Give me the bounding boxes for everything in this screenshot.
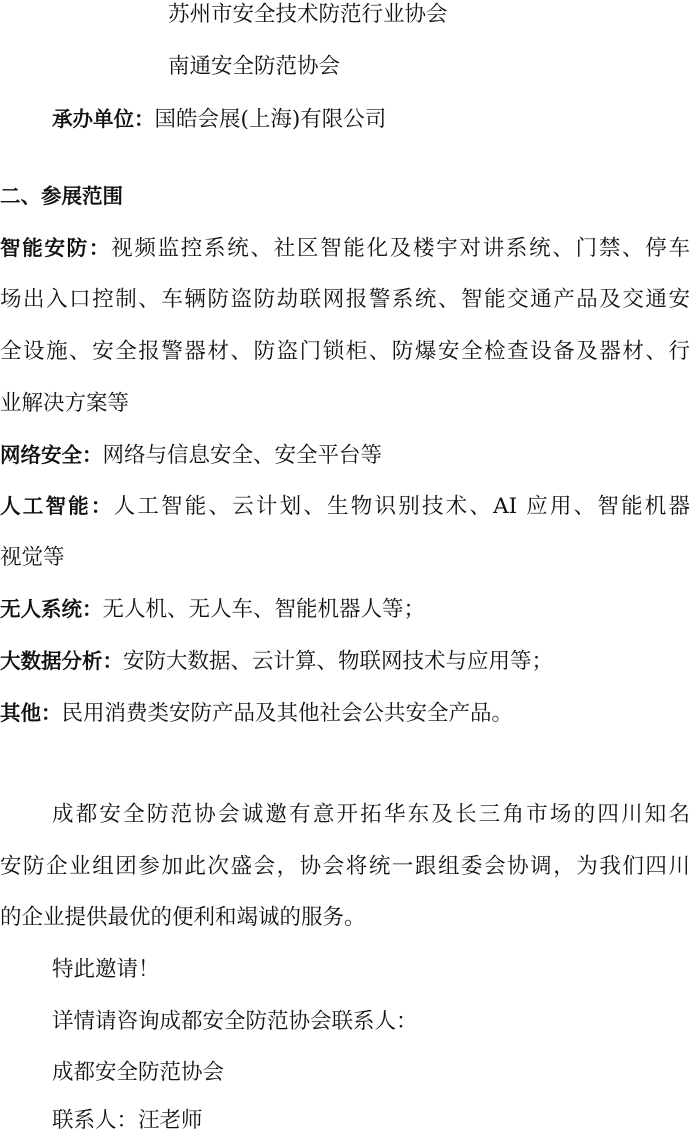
item-label: 智能安防：: [0, 236, 112, 260]
item-text: 民用消费类安防产品及其他社会公共安全产品。: [61, 701, 514, 726]
item-text: 网络与信息安全、安全平台等: [102, 443, 383, 468]
item-text-continued: 全设施、安全报警器材、防盗门锁柜、防爆安全检查设备及器材、行: [0, 339, 690, 364]
exhibit-item-big-data: [0, 646, 553, 677]
item-label: 大数据分析：: [0, 649, 123, 673]
invitation-paragraph-line: 的企业提供最优的便利和竭诚的服务。: [0, 905, 366, 930]
exhibit-item-smart-security: [0, 233, 690, 264]
exhibit-item-other: [0, 698, 513, 729]
host-organizer: [52, 104, 386, 135]
item-label: 无人系统：: [0, 597, 103, 621]
contact-organization: 成都安全防范协会: [52, 1060, 225, 1085]
item-label: 网络安全：: [0, 443, 103, 467]
item-text: 安防大数据、云计算、物联网技术与应用等；: [123, 649, 554, 674]
exhibit-item-network-security: [0, 440, 382, 471]
exhibit-item-ai: [0, 491, 690, 522]
contact-intro: 详情请咨询成都安全防范协会联系人：: [52, 1009, 418, 1034]
item-text: 人工智能、云计划、生物识别技术、AI 应用、智能机器: [113, 494, 691, 519]
co-organizer-line: 南通安全防范协会: [168, 54, 341, 79]
item-text: 视频监控系统、社区智能化及楼宇对讲系统、门禁、停车: [111, 236, 690, 261]
section-heading: 二、参展范围: [0, 184, 123, 208]
item-text-continued: 场出入口控制、车辆防盗防劫联网报警系统、智能交通产品及交通安: [0, 287, 690, 312]
item-label: 人工智能：: [0, 494, 114, 518]
host-value: 国皓会展(上海)有限公司: [154, 107, 387, 132]
item-label: 其他：: [0, 701, 62, 725]
exhibit-item-unmanned-systems: [0, 594, 425, 625]
host-label: 承办单位：: [52, 107, 155, 131]
invitation-paragraph-line: 安防企业组团参加此次盛会，协会将统一跟组委会协调，为我们四川: [0, 854, 690, 879]
co-organizer-line: 苏州市安全技术防范行业协会: [168, 2, 448, 27]
contact-person: 联系人：汪老师: [52, 1108, 203, 1133]
closing-line: 特此邀请！: [52, 957, 160, 982]
invitation-paragraph-line: 成都安全防范协会诚邀有意开拓华东及长三角市场的四川知名: [52, 802, 690, 827]
item-text-continued: 业解决方案等: [0, 391, 130, 416]
item-text: 无人机、无人车、智能机器人等；: [102, 597, 426, 622]
item-text-continued: 视觉等: [0, 545, 65, 570]
